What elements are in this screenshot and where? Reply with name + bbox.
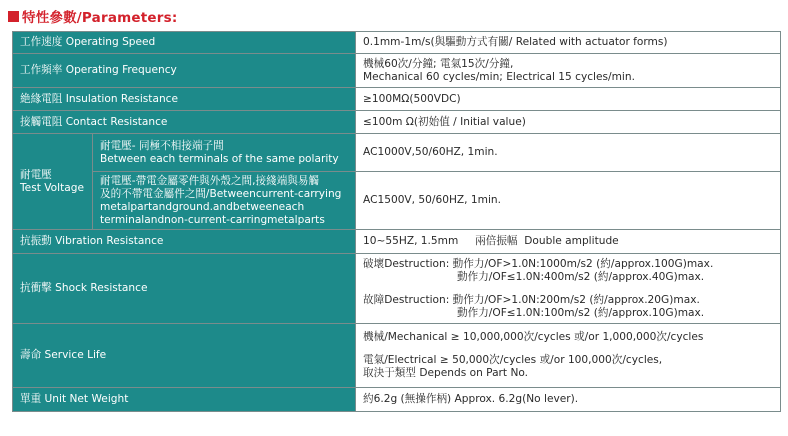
operating-speed-label: 工作速度 Operating Speed bbox=[13, 32, 356, 54]
table-row bbox=[13, 88, 781, 111]
vibration-resistance-label: 抗振動 Vibration Resistance bbox=[13, 230, 356, 254]
table-row bbox=[13, 324, 781, 388]
shock-malfunction-line2: 動作力/OF≤1.0N:100m/s2 (約/approx.10G)max. bbox=[457, 306, 705, 319]
operating-frequency-label: 工作頻率 Operating Frequency bbox=[13, 54, 356, 88]
table-row bbox=[13, 388, 781, 412]
test-voltage-same-polarity-value: AC1000V,50/60HZ, 1min. bbox=[356, 134, 781, 172]
shock-malfunction-line1: 故障Destruction: 動作力/OF>1.0N:200m/s2 (約/approx.20G)max. bbox=[363, 293, 700, 306]
shock-resistance-value bbox=[356, 254, 781, 324]
operating-frequency-line1: 機械60次/分鐘; 電氣15次/分鐘, bbox=[363, 57, 514, 70]
contact-resistance-label: 接觸電阻 Contact Resistance bbox=[13, 111, 356, 134]
test-voltage-label-en: Test Voltage bbox=[20, 181, 84, 194]
operating-frequency-value bbox=[356, 54, 781, 88]
table-row bbox=[13, 111, 781, 134]
table-row bbox=[13, 172, 781, 230]
service-life-value bbox=[356, 324, 781, 388]
unit-net-weight-value: 約6.2g (無操作柄) Approx. 6.2g(No lever). bbox=[356, 388, 781, 412]
ground-line2: 及的不帶電金屬件之間/Betweencurrent-carrying bbox=[100, 187, 342, 200]
service-life-label: 壽命 Service Life bbox=[13, 324, 356, 388]
test-voltage-label bbox=[13, 134, 93, 230]
ground-line3: metalpartandground.andbetweeneach bbox=[100, 200, 305, 213]
table-row bbox=[13, 32, 781, 54]
heading-bullet-icon bbox=[8, 11, 19, 22]
insulation-resistance-label: 絶緣電阻 Insulation Resistance bbox=[13, 88, 356, 111]
service-life-mechanical: 機械/Mechanical ≥ 10,000,000次/cycles 或/or 1,000,000次/cycles bbox=[363, 331, 704, 343]
insulation-resistance-value: ≥100MΩ(500VDC) bbox=[356, 88, 781, 111]
table-row bbox=[13, 254, 781, 324]
table-row bbox=[13, 54, 781, 88]
same-polarity-line1: 耐電壓- 同極不相接端子間 bbox=[100, 139, 224, 152]
operating-speed-value: 0.1mm-1m/s(與驅動方式有關/ Related with actuator forms) bbox=[356, 32, 781, 54]
unit-net-weight-label: 單重 Unit Net Weight bbox=[13, 388, 356, 412]
test-voltage-ground-label bbox=[93, 172, 356, 230]
test-voltage-label-zh: 耐電壓 bbox=[20, 168, 52, 181]
table-row bbox=[13, 230, 781, 254]
shock-destruction-line2: 動作力/OF≤1.0N:400m/s2 (約/approx.40G)max. bbox=[457, 270, 705, 283]
table-row bbox=[13, 134, 781, 172]
service-life-electrical-line1: 電氣/Electrical ≥ 50,000次/cycles 或/or 100,000次/cycles, bbox=[363, 354, 663, 366]
ground-line4: terminalandnon-current-carringmetalparts bbox=[100, 213, 325, 226]
section-title: 特性參數/Parameters: bbox=[22, 10, 178, 26]
shock-resistance-label: 抗衝擊 Shock Resistance bbox=[13, 254, 356, 324]
same-polarity-line2: Between each terminals of the same polarity bbox=[100, 152, 339, 165]
test-voltage-same-polarity-label bbox=[93, 134, 356, 172]
operating-frequency-line2: Mechanical 60 cycles/min; Electrical 15 cycles/min. bbox=[363, 70, 635, 83]
vibration-resistance-value: 10~55HZ, 1.5mm 兩倍振幅 Double amplitude bbox=[356, 230, 781, 254]
test-voltage-ground-value: AC1500V, 50/60HZ, 1min. bbox=[356, 172, 781, 230]
contact-resistance-value: ≤100m Ω(初始值 / Initial value) bbox=[356, 111, 781, 134]
parameters-table bbox=[12, 31, 781, 412]
section-heading bbox=[8, 6, 177, 26]
ground-line1: 耐電壓-帶電金屬零件與外殼之間,接綫端與易觸 bbox=[100, 174, 320, 187]
service-life-electrical-line2: 取決于類型 Depends on Part No. bbox=[363, 367, 529, 379]
shock-destruction-line1: 破壞Destruction: 動作力/OF>1.0N:1000m/s2 (約/approx.100G)max. bbox=[363, 257, 714, 270]
